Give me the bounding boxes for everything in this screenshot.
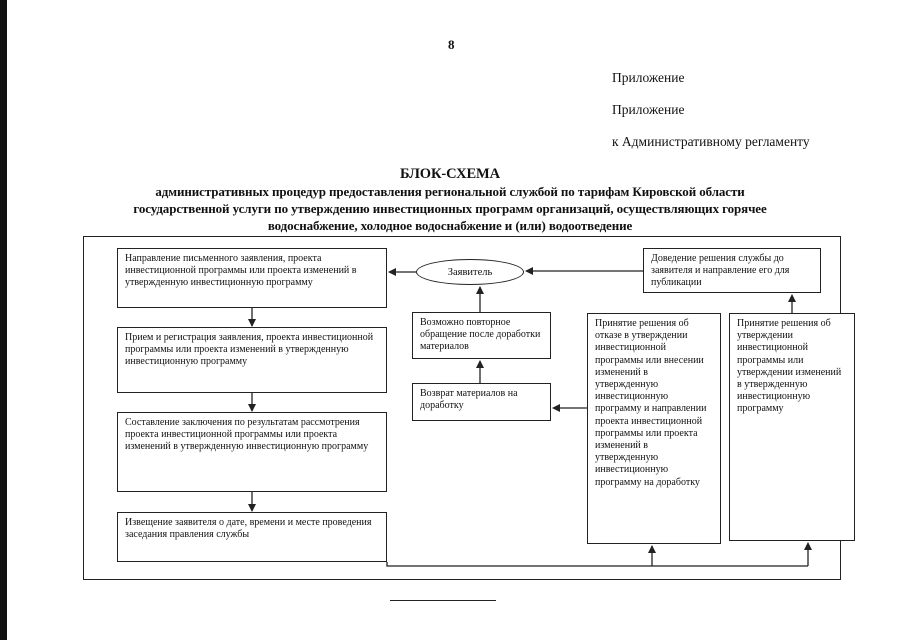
scheme-subtitle-line-3: водоснабжение, холодное водоснабжение и (или) водоотведение (267, 218, 633, 233)
scheme-subtitle-line-1: административных процедур предоставления региональной службой по тарифам Кировской области (155, 184, 745, 199)
notify-decision-box: Доведение решения службы до заявителя и направление его для публикации (643, 248, 821, 293)
step-submit-application: Направление письменного заявления, проекта инвестиционной программы или проекта изменений в утвержденную инвестиционную программу (117, 248, 387, 308)
scheme-title: БЛОК-СХЕМА (399, 166, 501, 182)
step-register-application: Прием и регистрация заявления, проекта инвестиционной программы или проекта изменений в утвержденную инвестиционную программу (117, 327, 387, 393)
approval-decision-box: Принятие решения об утверждении инвестиционной программы или утверждении изменений в утвержденную инвестиционную программу (729, 313, 855, 541)
footnote-separator (390, 600, 496, 601)
appendix-label-2: Приложение (612, 102, 685, 117)
scheme-subtitle-line-2: государственной услуги по утверждению инвестиционных программ организаций, осуществляющих горячее (133, 201, 767, 216)
appendix-reference: к Административному регламенту (612, 134, 810, 149)
applicant-node: Заявитель (416, 259, 524, 285)
step-prepare-conclusion: Составление заключения по результатам рассмотрения проекта инвестиционной программы или проекта изменений в утвержденную инвестиционную программу (117, 412, 387, 492)
refusal-decision-box: Принятие решения об отказе в утверждении инвестиционной программы или внесении изменений в утвержденную инвестиционную программу и направлении проекта инвестиционной программы или проекта изменений в утвержденную инвестиционную программу на доработку (587, 313, 721, 544)
return-for-revision-box: Возврат материалов на доработку (412, 383, 551, 421)
appendix-label-1: Приложение (612, 70, 685, 85)
resubmit-possible-box: Возможно повторное обращение после доработки материалов (412, 312, 551, 359)
page-number: 8 (448, 37, 455, 52)
step-notify-meeting: Извещение заявителя о дате, времени и месте проведения заседания правления службы (117, 512, 387, 562)
